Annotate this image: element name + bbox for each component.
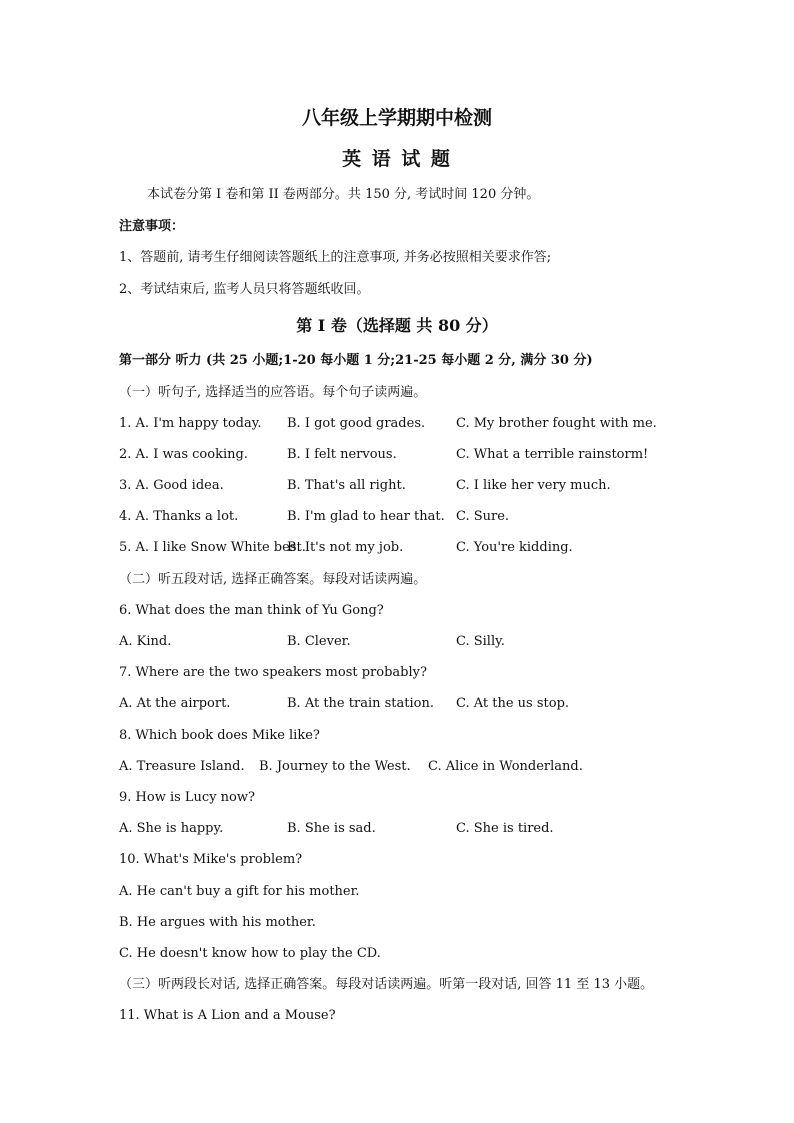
option-c: C. He doesn't know how to play the CD.	[119, 946, 381, 961]
option-c: C. You're kidding.	[456, 540, 573, 555]
question-stem: 7. Where are the two speakers most probably?	[119, 665, 427, 680]
option-c: C. My brother fought with me.	[456, 416, 657, 431]
option-c: C. At the us stop.	[456, 696, 570, 711]
option-c: C. I like her very much.	[456, 478, 611, 493]
exam-intro: 本试卷分第 I 卷和第 II 卷两部分。共 150 分, 考试时间 120 分钟。	[147, 187, 540, 202]
notes-heading: 注意事项：	[119, 219, 185, 234]
question-stem: 10. What's Mike's problem?	[119, 852, 303, 867]
option-a: 4. A. Thanks a lot.	[119, 509, 239, 524]
option-b: B. It's not my job.	[287, 540, 404, 555]
question-stem: 11. What is A Lion and a Mouse?	[119, 1008, 336, 1023]
option-a: 2. A. I was cooking.	[119, 447, 248, 462]
question-stem: 9. How is Lucy now?	[119, 790, 255, 805]
option-c: C. Alice in Wonderland.	[428, 759, 583, 774]
option-c: C. She is tired.	[456, 821, 554, 836]
option-a: A. At the airport.	[119, 696, 231, 711]
exam-subtitle: 英 语 试 题	[342, 148, 452, 170]
option-b: B. I felt nervous.	[287, 447, 397, 462]
option-b: B. Journey to the West.	[259, 759, 411, 774]
option-b: B. Clever.	[287, 634, 351, 649]
option-a: A. Kind.	[119, 634, 172, 649]
volume-title: 第 I 卷（选择题 共 80 分）	[296, 316, 498, 335]
option-a: A. Treasure Island.	[119, 759, 245, 774]
exam-title: 八年级上学期期中检测	[301, 107, 492, 129]
note-item: 1、答题前, 请考生仔细阅读答题纸上的注意事项, 并务必按照相关要求作答;	[119, 250, 552, 265]
option-a: 1. A. I'm happy today.	[119, 416, 262, 431]
question-stem: 6. What does the man think of Yu Gong?	[119, 603, 384, 618]
part-heading: 第一部分 听力 (共 25 小题;1-20 每小题 1 分;21-25 每小题 2 分, 满分 30 分)	[119, 353, 593, 368]
note-item: 2、考试结束后, 监考人员只将答题纸收回。	[119, 282, 370, 297]
option-b: B. That's all right.	[287, 478, 406, 493]
option-c: C. Silly.	[456, 634, 505, 649]
section-heading: （三）听两段长对话, 选择正确答案。每段对话读两遍。听第一段对话, 回答 11 至 13 小题。	[119, 977, 654, 992]
option-a: A. He can't buy a gift for his mother.	[119, 884, 360, 899]
option-b: B. I'm glad to hear that.	[287, 509, 445, 524]
question-stem: 8. Which book does Mike like?	[119, 728, 320, 743]
option-a: 3. A. Good idea.	[119, 478, 224, 493]
option-a: A. She is happy.	[119, 821, 224, 836]
option-a: 5. A. I like Snow White best.	[119, 540, 306, 555]
option-b: B. He argues with his mother.	[119, 915, 316, 930]
section-heading: （一）听句子, 选择适当的应答语。每个句子读两遍。	[119, 385, 427, 400]
option-b: B. She is sad.	[287, 821, 376, 836]
option-b: B. At the train station.	[287, 696, 434, 711]
section-heading: （二）听五段对话, 选择正确答案。每段对话读两遍。	[119, 572, 427, 587]
option-c: C. What a terrible rainstorm!	[456, 447, 649, 462]
option-b: B. I got good grades.	[287, 416, 426, 431]
option-c: C. Sure.	[456, 509, 510, 524]
